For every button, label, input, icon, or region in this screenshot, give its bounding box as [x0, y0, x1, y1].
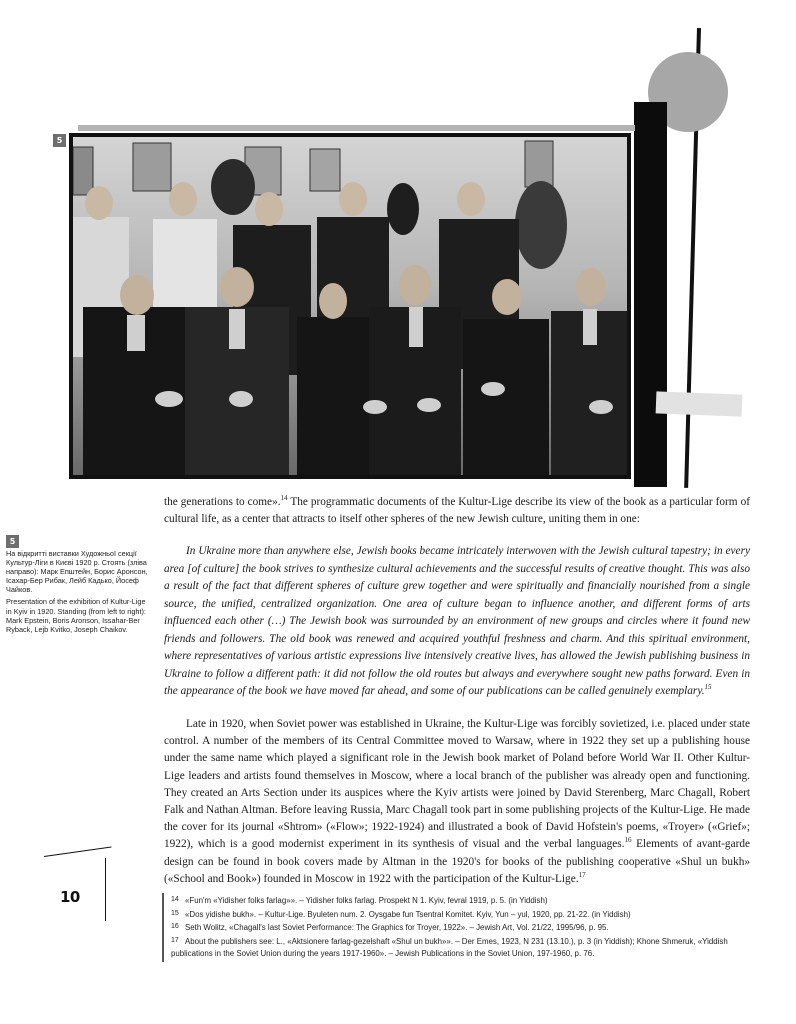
- footnote-ref-16[interactable]: 16: [624, 836, 632, 845]
- caption-english: Presentation of the exhibition of Kultur-Lige in Kyiv in 1920. Standing (from left to right): Mark Epstein, Boris Aronson, Issahar-Ber Ryback, Lejb Kvitko, Joseph Chaikov.: [6, 597, 146, 634]
- quote-text: In Ukraine more than anywhere else, Jewish books became intricately interwoven with the Jewish cultural tapestry; in every area [of culture] the book strives to synthesize cultural achievements and the successful results of creative thought. This was also a result of the fact that different spheres of culture grew together and were spiritually and financially nourished from a single source, the unified, centralized organization. One area of culture began to influence another, and different forms of arts influenced each other (…) The Jewish book was surrounded by an environment of new groups and circles where it found new friends and followers. The old book was renewed and acquired youthful freshness and charm. And this spiritual environment, where representatives of various artistic expressions live intensively creative lives, has allowed the Jewish publishing business in Ukraine to follow a different path: it did not follow the old routes but always and everywhere sought new paths forward. Even in the appearance of the book we have moved far ahead, and some of our publications can be called genuinely exemplary.: [164, 545, 750, 698]
- footnote-text: Seth Wolitz, «Chagall's last Soviet Performance: The Graphics for Troyer, 1922». – Jewish Art, Vol. 21/22, 1995/96, p. 95.: [185, 923, 609, 933]
- decorative-grey-rectangle: [656, 391, 743, 416]
- page-number-diagonal-rule: [44, 847, 111, 857]
- decorative-black-bar: [634, 102, 667, 487]
- photo-illustration: [73, 137, 627, 475]
- block-quote: [164, 543, 750, 701]
- footnote-item: [171, 935, 751, 960]
- footnotes: [171, 894, 751, 961]
- footnote-rule: [162, 893, 164, 962]
- paragraph-text: Late in 1920, when Soviet power was established in Ukraine, the Kultur-Lige was forcibly sovietized, i.e. placed under state control. A number of the members of its Central Committee moved to Warsaw, where in 1922 they set up a publishing house under the same name which played a significant role in the Jewish book market of Poland before World War II. Other Kultur-Lige leaders and artists found themselves in Moscow, where a local branch of the publisher was already open and functioning. They created an Arts Section under its auspices where the Kyiv artists were joined by David Sterenberg, Marc Chagall, Robert Falk and Nathan Altman. Before leaving Russia, Marc Chagall took part in some publishing projects of the Kultur-Lige. He made the cover for its journal «Shtrom» («Flow»; 1922-1924) and illustrated a book of David Hofstein's poems, «Troyer» («Grief»; 1922), which is a good modernist experiment in its synthesis of visual and the verbal languages.: [164, 717, 750, 851]
- page-number: 10: [60, 888, 80, 906]
- caption-ukrainian: На відкритті виставки Художньої секції Культур-Ліги в Києві 1920 р. Стоять (зліва направо): Марк Епштейн, Борис Аронсон, Ісахар-Бер Рибак, Лейб Кадько, Йосеф Чайков.: [6, 549, 148, 595]
- page-number-vertical-rule: [105, 858, 106, 921]
- footnote-ref-14[interactable]: 14: [280, 494, 288, 503]
- footnote-text: About the publishers see: L., «Aktsionere farlag-gezelshaft «Shul un bukh»». – Der Emes, 1923, N 231 (13.10.), p. 3 (in Yiddish); Khone Shmeruk, «Yiddish publications in the Soviet Union during the years 1917-1960». – Jewish Publications in the Soviet Union, 197-1960, p. 76.: [171, 937, 728, 959]
- footnote-item: [171, 921, 751, 934]
- footnote-text: «Dos yidishe bukh». – Kultur-Lige. Byuleten num. 2. Oysgabe fun Tsentral Komitet. Kyiv, Yun – yul, 1920, pp. 21-22. (in Yiddish): [185, 909, 631, 919]
- footnote-item: [171, 908, 751, 921]
- footnote-ref-17[interactable]: 17: [578, 870, 586, 879]
- footnote-number: 17: [171, 937, 179, 945]
- intro-text-rest: The programmatic documents of the Kultur-Lige describe its view of the book as a particular form of cultural life, as a center that attracts to itself other spheres of the new Jewish culture, uniting them in one:: [164, 496, 750, 526]
- paragraph-sovietization: [164, 716, 750, 888]
- main-text: [164, 494, 750, 888]
- photo-frame: [69, 133, 631, 479]
- decorative-grey-rule: [78, 125, 635, 131]
- figure-number-badge: 5: [53, 134, 66, 147]
- footnote-text: «Fun'm «Yidisher folks farlag»». – Yidisher folks farlag. Prospekt N 1. Kyiv, fevral 1919, p. 5. (in Yiddish): [185, 896, 548, 905]
- group-photograph: [73, 137, 627, 475]
- footnote-ref-15[interactable]: 15: [704, 683, 712, 692]
- footnote-number: 15: [171, 909, 179, 917]
- intro-text: the generations to come».: [164, 496, 281, 508]
- footnote-number: 16: [171, 923, 179, 931]
- footnote-number: 14: [171, 896, 179, 903]
- figure-caption: [6, 549, 152, 637]
- footnote-item: [171, 894, 751, 907]
- caption-figure-badge: 5: [6, 535, 19, 548]
- paragraph-intro: [164, 494, 750, 528]
- paragraph-text-rest: Elements of avant-garde design can be found in book covers made by Altman in the 1920's for books of the publishing cooperative «Shul un bukh» («School and Book») founded in Moscow in 1922 with the participation of the Kultur-Lige.: [164, 838, 751, 885]
